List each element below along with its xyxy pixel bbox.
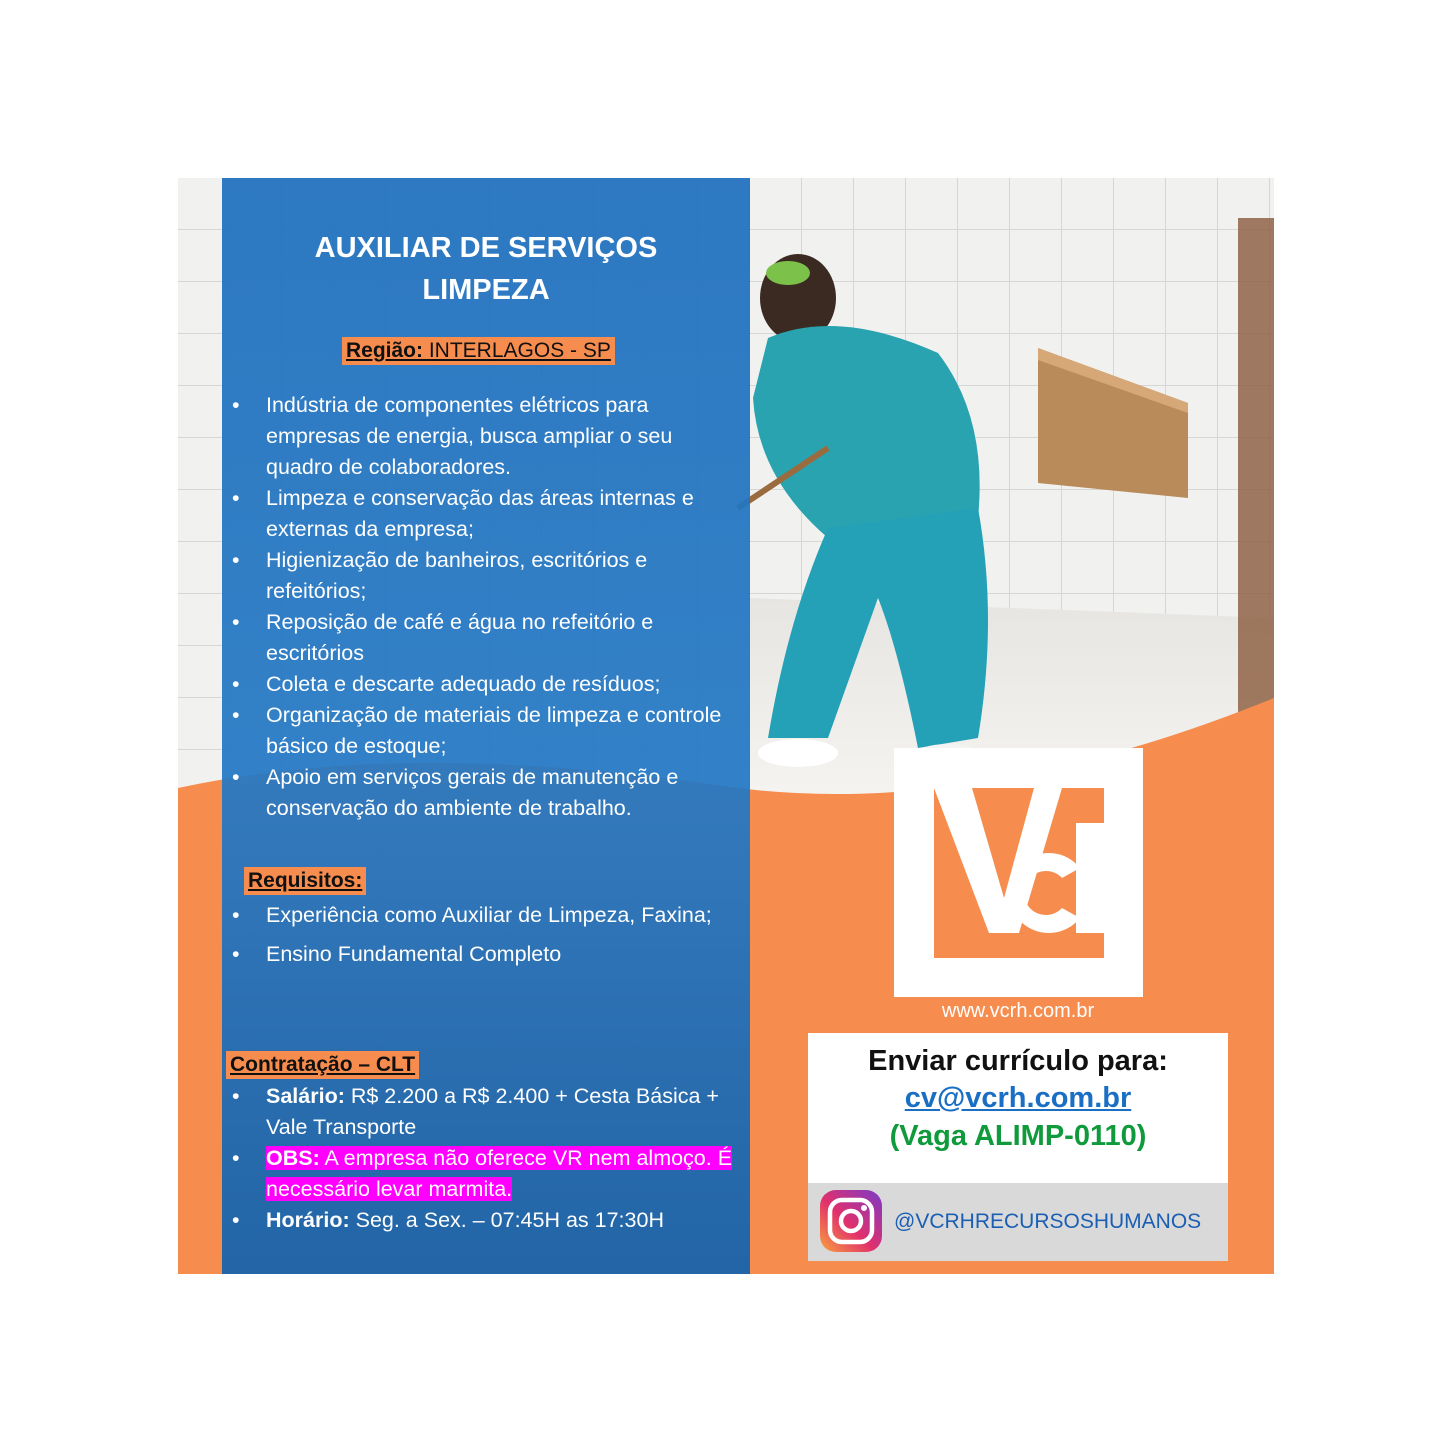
obs-item [222, 1143, 742, 1205]
list-item: • Ensino Fundamental Completo [222, 935, 742, 974]
list-item: • Coleta e descarte adequado de resíduos; [222, 669, 742, 700]
job-title-line1: AUXILIAR DE SERVIÇOS [314, 232, 658, 264]
schedule-key: Horário: [266, 1208, 350, 1232]
requirements-list [222, 896, 742, 973]
instagram-bar[interactable] [808, 1183, 1228, 1261]
job-title-line2: LIMPEZA [422, 274, 550, 306]
schedule-value: Seg. a Sex. – 07:45H as 17:30H [349, 1208, 664, 1232]
requirements-label: Requisitos: [244, 867, 366, 895]
instagram-handle[interactable]: @VCRHRECURSOSHUMANOS [894, 1210, 1202, 1233]
obs-key: OBS: [266, 1146, 320, 1170]
contract-label: Contratação – CLT [226, 1051, 419, 1079]
job-info-panel [222, 178, 750, 1274]
obs-value: A empresa não oferece VR nem almoço. É necessário levar marmita. [266, 1146, 733, 1201]
salary-value: R$ 2.200 a R$ 2.400 + Cesta Básica + Vale Transporte [266, 1084, 719, 1139]
region-value: INTERLAGOS - SP [423, 339, 611, 362]
list-item: • Apoio em serviços gerais de manutenção e conservação do ambiente de trabalho. [222, 762, 742, 824]
company-url[interactable]: www.vcrh.com.br [941, 1000, 1095, 1022]
region-label [342, 337, 615, 365]
vc-logo [894, 748, 1143, 997]
job-post-card [178, 178, 1274, 1274]
vacancy-code: (Vaga ALIMP-0110) [889, 1120, 1147, 1152]
instagram-icon[interactable] [818, 1188, 884, 1254]
salary-key: Salário: [266, 1084, 345, 1108]
contact-box [808, 1033, 1228, 1183]
list-item: • Higienização de banheiros, escritórios e refeitórios; [222, 545, 742, 607]
send-cv-label: Enviar currículo para: [868, 1045, 1168, 1077]
contract-details-list [222, 1081, 742, 1236]
schedule-item [222, 1205, 742, 1236]
list-item: • Experiência como Auxiliar de Limpeza, Faxina; [222, 896, 742, 935]
salary-item [222, 1081, 742, 1143]
list-item: • Indústria de componentes elétricos para empresas de energia, busca ampliar o seu quadro de colaboradores. [222, 390, 742, 483]
email-link[interactable]: cv@vcrh.com.br [904, 1082, 1132, 1114]
list-item: • Organização de materiais de limpeza e controle básico de estoque; [222, 700, 742, 762]
vc-logo-graphic [894, 748, 1143, 997]
region-key: Região: [346, 339, 424, 362]
list-item: • Limpeza e conservação das áreas internas e externas da empresa; [222, 483, 742, 545]
list-item: • Reposição de café e água no refeitório e escritórios [222, 607, 742, 669]
job-description-list [222, 390, 742, 824]
